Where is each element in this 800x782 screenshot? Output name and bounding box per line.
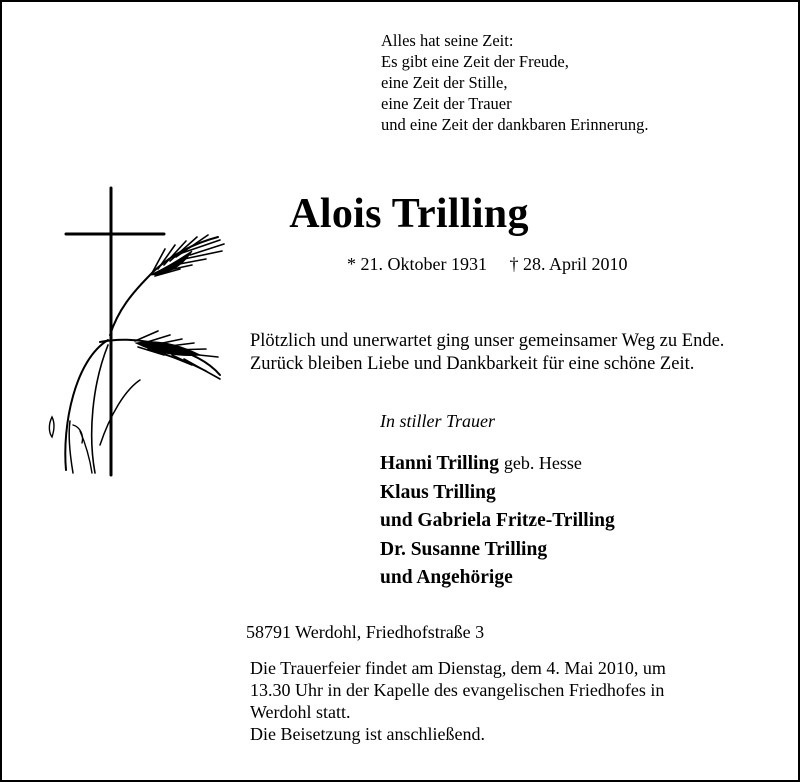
poem-line: eine Zeit der Stille, [381,73,508,92]
mourner-line: Dr. Susanne Trilling [380,538,548,560]
poem-line: und eine Zeit der dankbaren Erinnerung. [381,115,649,134]
funeral-line: Die Beisetzung ist anschließend. [250,724,485,744]
poem-line: eine Zeit der Trauer [381,94,512,113]
mourner-line: Klaus Trilling [380,481,496,503]
poem-line: Alles hat seine Zeit: [381,31,514,50]
funeral-line: Die Trauerfeier findet am Dienstag, dem 4. Mai 2010, um [250,658,666,678]
death-date: † 28. April 2010 [509,254,628,274]
funeral-line: Werdohl statt. [250,702,351,722]
mourners-list [380,449,615,593]
funeral-line: 13.30 Uhr in der Kapelle des evangelischen Friedhofes in [250,680,665,700]
mourner-line: und Angehörige [380,567,513,588]
poem-line: Es gibt eine Zeit der Freude, [381,52,569,71]
message-line: Zurück bleiben Liebe und Dankbarkeit für eine schöne Zeit. [250,354,695,374]
mourner-name: Hanni Trilling [380,453,500,474]
life-dates [347,254,628,275]
mourner-line [380,449,615,479]
farewell-message [250,330,724,376]
message-line: Plötzlich und unerwartet ging unser gemeinsamer Weg zu Ende. [250,331,725,351]
mourning-heading: In stiller Trauer [380,411,496,431]
mourner-line: und Gabriela Fritze-Trilling [380,510,615,531]
address: 58791 Werdohl, Friedhofstraße 3 [246,622,485,642]
birth-date: * 21. Oktober 1931 [347,254,487,274]
mourner-maiden-name: geb. Hesse [503,453,582,473]
poem [381,30,649,135]
funeral-details [250,657,666,745]
deceased-name: Alois Trilling [289,191,529,237]
